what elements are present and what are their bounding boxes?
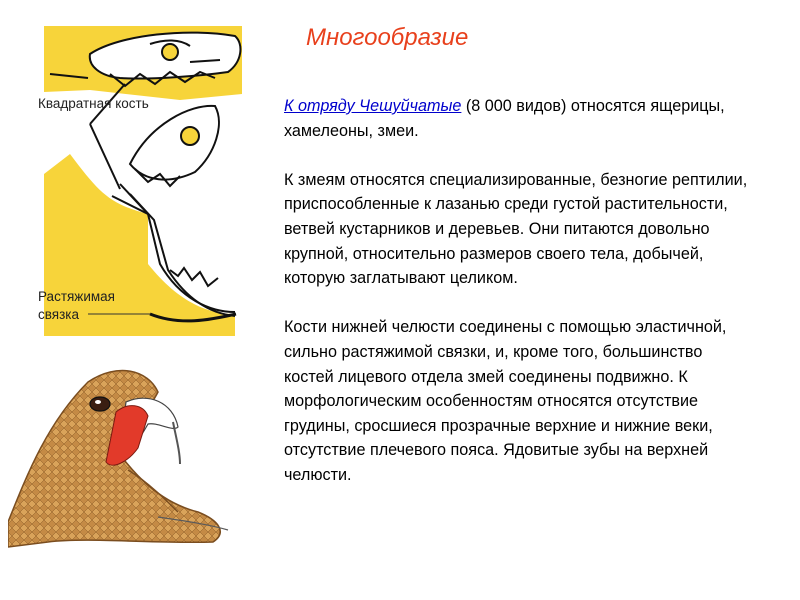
label-ligament-line2: связка	[38, 307, 79, 322]
label-ligament-line1: Растяжимая	[38, 289, 115, 304]
body-text	[284, 94, 754, 488]
paragraph-orders-rest: (8 000 видов) относятся ящерицы, хамелеоны, змеи.	[284, 97, 725, 140]
paragraph-orders	[284, 94, 754, 143]
paragraph-jaw: Кости нижней челюсти соединены с помощью эластичной, сильно растяжимой связки, и, кроме того, большинство костей лицевого отдела змей соединены подвижно. К морфологическим особенностям относятся отсутствие грудины, сросшиеся прозрачные верхние и нижние веки, отсутствие плечевого пояса. Ядовитые зубы на верхней челюсти.	[284, 318, 727, 484]
paragraph-snakes: К змеям относятся специализированные, безногие рептилии, приспособленные к лазанью среди густой растительности, ветвей кустарников и деревьев. Они питаются довольно крупной, относительно размеров своего тела, добычей, которую заглатывают целиком.	[284, 170, 748, 288]
label-quadrate-bone: Квадратная кость	[38, 96, 149, 111]
snake-head-illustration	[8, 352, 238, 557]
snake-skull-illustration	[30, 14, 260, 349]
slide-title: Многообразие	[306, 24, 469, 51]
squamata-link[interactable]: К отряду Чешуйчатые	[284, 97, 462, 115]
